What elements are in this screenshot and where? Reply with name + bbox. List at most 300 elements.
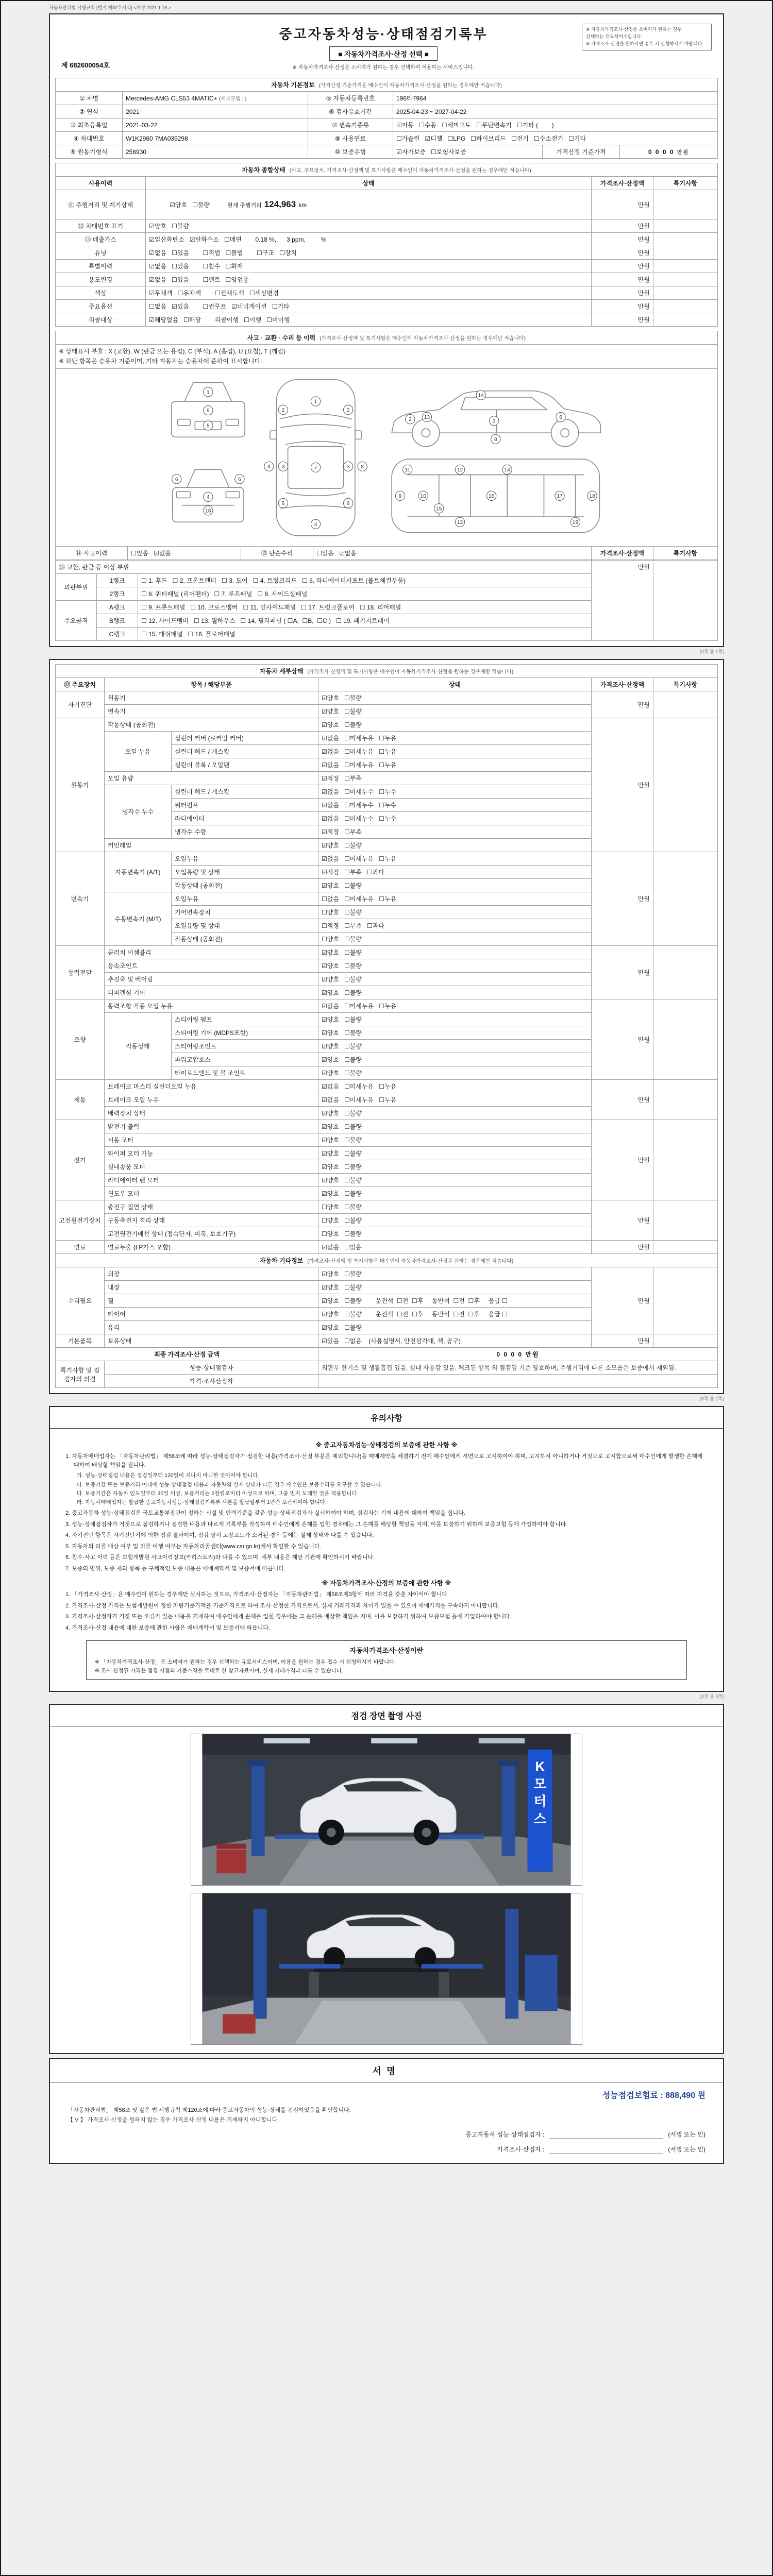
panel-number-text: 1 — [314, 399, 317, 405]
col-header-note: 특기사항 — [653, 678, 717, 691]
row-label-color: 색상 — [56, 286, 146, 300]
table-row — [56, 260, 718, 273]
panel-number-text: 10 — [420, 494, 426, 500]
service-note-line: 선택하는 유료서비스입니다. — [586, 33, 643, 39]
status-checkboxes[interactable]: ☑양호 ☐불량 — [146, 219, 592, 233]
panel-number-text: 9 — [398, 494, 402, 500]
status-checkboxes[interactable]: ☑해당없음 ☐해당 리콜이행 ☐이행 ☐미이행 — [146, 313, 592, 327]
detail-row — [56, 999, 718, 1013]
status-checkboxes[interactable]: ☑양호 ☐불량 — [318, 1013, 592, 1026]
panel-number-text: 2 — [346, 408, 350, 414]
panel-number-text: 6 — [238, 477, 241, 483]
status-checkboxes[interactable]: ☑양호 ☐불량 — [318, 1026, 592, 1040]
basic-info-table — [55, 78, 718, 159]
document-header — [55, 19, 718, 74]
status-checkboxes[interactable]: ☐양호 ☐불량 — [318, 906, 592, 919]
device-group-label: 전기 — [56, 1120, 105, 1200]
table-row — [56, 313, 718, 327]
status-checkboxes[interactable]: ☑양호 ☐불량 — [318, 1040, 592, 1053]
panel-number-text: 9 — [206, 408, 210, 414]
status-checkboxes[interactable]: ☐없음 ☑있음 ☐썬루프 ☑네비게이션 ☐기타 — [146, 300, 592, 313]
page-title: 중고자동차성능·상태점검기록부 — [279, 26, 488, 42]
notice-item: 2. 가격조사·산정 가격은 보험개발원이 정한 차량기준가액을 기준가격으로 하여 조사·산정한 가격으로서, 실제 거래가격과 차이가 있을 수 있으며 매매가격을 구속하지 아니합니다. — [65, 1602, 500, 1609]
panel-number-text: 14 — [504, 467, 510, 473]
panel-number-text: 6 — [281, 501, 285, 507]
detail-row — [56, 1120, 718, 1133]
item-label: 등속조인트 — [105, 959, 318, 973]
device-group-label: 원동기 — [56, 718, 105, 852]
engine-type-value: 256930 — [123, 145, 308, 159]
lift-arm — [279, 1964, 340, 1969]
photo-banner-text: K 모 터 스 — [533, 1759, 547, 1826]
status-checkboxes[interactable]: ☑양호 ☐불량 — [318, 1120, 592, 1133]
status-checkboxes[interactable]: ☑양호 ☐불량 — [318, 1053, 592, 1066]
detail-row — [56, 691, 718, 705]
note-cell — [653, 233, 717, 246]
price-cell: 만원 — [591, 246, 653, 260]
item-label: 스티어링 펌프 — [172, 1013, 318, 1026]
col-header-price: 가격조사·산정액 — [591, 678, 653, 691]
item-label: 파워고압호스 — [172, 1053, 318, 1066]
status-checkboxes[interactable]: ☑없음 ☐있음 ☐침수 ☐화재 — [146, 260, 592, 273]
wheel-hub — [327, 1828, 336, 1837]
panel-number-text: 6 — [346, 501, 350, 507]
rankA-checkboxes[interactable]: ☐ 9. 프론트패널 ☐ 10. 크로스멤버 ☐ 11. 인사이드패널 ☐ 17. 트렁크플로어 ☐ 18. 리어패널 — [138, 601, 592, 614]
status-checkboxes[interactable]: ☑양호 ☐불량 운전석 ☐전 ☐후 동반석 ☐전 ☐후 응급 ☐ — [318, 1294, 592, 1308]
status-checkboxes[interactable]: ☑양호 ☐불량 — [318, 1267, 592, 1281]
item-label: 원동기 — [105, 691, 318, 705]
item-label: 실린더 헤드 / 개스킷 — [172, 785, 318, 799]
device-sub-label: 작동상태 — [105, 1013, 172, 1080]
item-label: 실내송풍 모터 — [105, 1160, 318, 1174]
panel-number-text: 6 — [559, 415, 562, 421]
section-title-row — [56, 78, 718, 92]
rank1-checkboxes[interactable]: ☐ 1. 후드 ☐ 2. 프론트펜더 ☐ 3. 도어 ☐ 4. 트렁크리드 ☐ 5. 라디에이터서포트 (볼트체결부품) — [138, 574, 592, 587]
field-label-inspection-period: ⑥ 검사유효기간 — [308, 105, 393, 118]
device-group-label: 제동 — [56, 1080, 105, 1120]
row-label-vin-marking: ⑫ 차대번호 표기 — [56, 219, 146, 233]
device-group-label: 자기진단 — [56, 691, 105, 718]
device-group-label: 동력전달 — [56, 946, 105, 999]
status-checkboxes[interactable]: ☑적정 ☐부족 ☐과다 — [318, 866, 592, 879]
block-notices — [49, 1406, 724, 1691]
lift-post-right — [505, 1909, 518, 2019]
table-row — [56, 132, 718, 145]
ceiling-light — [264, 1738, 310, 1743]
status-checkboxes[interactable]: ☑양호 ☐불량 — [318, 1321, 592, 1334]
table-row — [56, 233, 718, 246]
lift-stand — [309, 1972, 319, 1998]
detail-row — [56, 718, 718, 732]
page-marker: (3쪽 중 1쪽) — [699, 649, 724, 655]
section-title-row — [56, 1254, 718, 1267]
item-label-exterior: 외장 — [105, 1267, 318, 1281]
notice-item: 6. 침수·사고 이력 등은 보험개발원 사고이력정보(카히스토리)와 다를 수 있으며, 세부 내용은 해당 기관에 확인하시기 바랍니다. — [65, 1554, 375, 1561]
plate-number-value: 196타7964 — [393, 92, 718, 105]
simple-repair-label: ⑮ 단순수리 — [241, 547, 313, 560]
status-checkboxes[interactable]: ☑없음 ☐있음 — [318, 1241, 592, 1254]
device-group-label: 조향 — [56, 999, 105, 1080]
notice-s1 — [65, 1452, 708, 1573]
status-checkboxes[interactable]: ☑양호 ☐불량 — [318, 973, 592, 986]
row-label-recall: 리콜대상 — [56, 313, 146, 327]
inspector-opinion-text: 외판부 잔기스 및 생활흠집 있음. 실내 사용감 있음. 체크된 항목 외 점검일 기준 양호하며, 주행거리에 따른 소모품은 보증에서 제외됨. — [318, 1361, 718, 1375]
service-note-line: ※ 가격조사·산정을 원하시면 접수 시 신청하시기 바랍니다. — [586, 41, 704, 46]
photo1-floor-light — [279, 1840, 499, 1885]
model-year-value: 2021 — [123, 105, 308, 118]
rankB-label: B랭크 — [97, 614, 138, 628]
inspection-period-value: 2025-04-23 ~ 2027-04-22 — [393, 105, 718, 118]
row-label-tuning: 튜닝 — [56, 246, 146, 260]
legend-row — [56, 345, 718, 369]
status-checkboxes[interactable]: ☑없음 ☐미세누유 ☐누유 — [318, 732, 592, 745]
status-checkboxes[interactable]: ☑양호 ☐불량 — [318, 959, 592, 973]
panel-number-text: 4 — [206, 495, 210, 501]
note-cell — [653, 300, 717, 313]
item-label: 타이로드엔드 및 볼 조인트 — [172, 1066, 318, 1080]
col-header-price: 가격조사·산정액 — [591, 177, 653, 190]
diagram-shape — [226, 492, 239, 498]
status-checkboxes[interactable]: ☑양호 ☐불량 — [318, 1133, 592, 1147]
item-label: 충전구 절연 상태 — [105, 1200, 318, 1214]
status-checkboxes[interactable]: ☑양호 ☐불량 — [318, 1281, 592, 1294]
status-checkboxes[interactable]: ☑양호 ☐불량 — [318, 691, 592, 705]
item-label: 시동 모터 — [105, 1133, 318, 1147]
final-price-label: 최종 가격조사·산정 금액 — [56, 1348, 318, 1361]
price-cell: 만원 — [591, 1267, 653, 1334]
status-checkboxes[interactable]: ☑양호 ☐불량 — [318, 1187, 592, 1200]
rankC-checkboxes[interactable]: ☐ 15. 대쉬패널 ☐ 16. 플로어패널 — [138, 628, 592, 641]
status-checkboxes[interactable]: ☑양호 ☐불량 — [318, 839, 592, 852]
inspector-signature-row — [68, 2130, 705, 2139]
notice-subitem: 라. 자동차매매업자는 발급한 중고자동차성능·상태점검기록부 사본을 발급일부터 1년간 보관하여야 합니다. — [77, 1499, 327, 1506]
status-checkboxes[interactable]: ☑없음 ☐미세누유 ☐누유 — [318, 745, 592, 758]
device-group-label: 연료 — [56, 1241, 105, 1254]
status-checkboxes[interactable]: ☐적정 ☐부족 ☐과다 — [318, 919, 592, 933]
notice-subitem: 다. 보증기간은 자동차 인도일부터 30일 이상, 보증거리는 2천킬로미터 이상으로 하며, 그중 먼저 도래한 것을 적용합니다. — [77, 1490, 359, 1497]
table-row — [56, 246, 718, 260]
status-checkboxes[interactable]: ☑없음 ☐미세누유 ☐누유 — [318, 1080, 592, 1093]
section-title-row — [56, 331, 718, 345]
status-checkboxes[interactable]: ☑양호 ☐불량 — [318, 1107, 592, 1120]
status-checkboxes[interactable]: ☑일산화탄소 ☑탄화수소 ☐매연 0.18 %, 3 ppm, % — [146, 233, 592, 246]
diagram-shape — [551, 419, 579, 447]
note-cell — [653, 1080, 717, 1120]
page-marker: (3쪽 중 2쪽) — [699, 1396, 724, 1402]
item-label: 커먼레일 — [105, 839, 318, 852]
status-checkboxes[interactable]: ☐양호 ☐불량 — [318, 933, 592, 946]
status-checkboxes[interactable]: ☑없음 ☐미세누유 ☐누유 — [318, 852, 592, 866]
note-cell — [653, 1200, 717, 1241]
panel-number-text: 7 — [314, 465, 317, 471]
detail-row — [56, 946, 718, 959]
item-label: 브레이크 마스터 실린더오일 누유 — [105, 1080, 318, 1093]
field-label-year: ② 연식 — [56, 105, 123, 118]
detail-tbody — [56, 691, 718, 1254]
table-row — [56, 286, 718, 300]
subtitle-note: ※ 자동차가격조사·산정은 소비자가 원하는 경우 선택하여 이용하는 서비스입니다. — [292, 65, 475, 71]
item-label: 와이퍼 모터 기능 — [105, 1147, 318, 1160]
panel-rank-table — [55, 560, 718, 641]
panel-number-text: 6 — [175, 477, 178, 483]
diagram-shape — [412, 419, 440, 447]
service-note-line: ※ 자동차가격조사·산정은 소비자가 원하는 경우 — [586, 27, 682, 32]
appraisal-info-title: 자동차가격조사·산정이란 — [349, 1647, 424, 1655]
status-checkboxes[interactable]: ☑없음 ☐있음 ☐적법 ☐불법 ☐구조 ☐장치 — [146, 246, 592, 260]
table-row — [56, 273, 718, 286]
section-title-misc: 자동차 기타정보 (가격조사·산정액 및 특기사항은 매수인이 자동차가격조사·산정을 원하는 경우에만 적습니다) — [56, 1254, 718, 1267]
lift-post-cap — [247, 1760, 269, 1766]
item-label: 동력조향 작동 오일 누유 — [105, 999, 318, 1013]
notice-subitem: 나. 보증기간 또는 보증거리 이내에 성능·상태점검 내용과 자동차의 실제 상태가 다른 경우 매수인은 보증수리를 요구할 수 있습니다. — [77, 1481, 383, 1488]
document-number: 제 682600054호 — [61, 61, 110, 69]
item-label: 작동상태 (공회전) — [172, 879, 318, 892]
block-basic — [49, 13, 724, 647]
note-cell — [653, 999, 717, 1080]
rankA-label: A랭크 — [97, 601, 138, 614]
misc-tbody — [56, 1254, 718, 1388]
car-underside — [314, 1968, 448, 1972]
item-label: 브레이크 오일 누유 — [105, 1093, 318, 1107]
first-registration-value: 2021-03-22 — [123, 118, 308, 132]
notices-title: 유의사항 — [50, 1407, 723, 1429]
status-checkboxes[interactable]: ☐양호 ☐불량 — [318, 1214, 592, 1227]
basic-items-state-label: 보유상태 — [105, 1334, 318, 1348]
block-photos — [49, 1704, 724, 2054]
status-checkboxes[interactable]: ☑양호 ☐불량 — [318, 986, 592, 999]
basic-items-checkboxes[interactable]: ☑있음 ☐없음 (사용설명서, 안전삼각대, 잭, 공구) — [318, 1334, 592, 1348]
status-checkboxes[interactable]: ☑없음 ☐미세누수 ☐누수 — [318, 785, 592, 799]
final-price-value: 0 0 0 0 만원 — [318, 1348, 718, 1361]
notice-item: 1. 「가격조사·산정」은 매수인이 원하는 경우에만 실시하는 것으로, 가격조사·산정자는 「자동차관리법」 제58조제3항에 따라 자격을 갖춘 자이어야 합니다. — [65, 1591, 449, 1598]
ceiling-light — [479, 1738, 525, 1743]
base-price-label: 가격산정 기준가격 — [543, 145, 620, 159]
diagram-shape — [286, 493, 346, 496]
status-checkboxes[interactable]: ☑양호 ☐불량 — [318, 946, 592, 959]
rank2-label: 2랭크 — [97, 587, 138, 601]
base-price-value: 0 0 0 0 만원 — [620, 145, 718, 159]
status-checkboxes[interactable]: ☑없음 ☐미세누유 ☐누유 — [318, 1093, 592, 1107]
field-label-engine-type: ⑨ 원동기형식 — [56, 145, 123, 159]
note-cell — [653, 1241, 717, 1254]
overall-condition-table — [55, 163, 718, 327]
notice-item: 4. 가격조사·산정 내용에 대한 보증에 관한 사항은 매매계약서 및 보증서에 따릅니다. — [65, 1624, 271, 1631]
field-label-warranty-type: ⑩ 보증유형 — [308, 145, 393, 159]
car-diagram-svg — [119, 371, 654, 544]
note-cell — [653, 219, 717, 233]
note-cell — [653, 1334, 717, 1348]
item-label-wheel: 휠 — [105, 1294, 318, 1308]
price-cell: 만원 — [591, 852, 653, 946]
item-label: 실린더 블록 / 오일팬 — [172, 758, 318, 772]
row-label-usage-change: 용도변경 — [56, 273, 146, 286]
item-label: 워터펌프 — [172, 799, 318, 812]
lift-stand — [439, 1972, 449, 1998]
table-row — [56, 1334, 718, 1348]
header-row — [56, 177, 718, 190]
status-checkboxes[interactable]: ☑양호 ☐불량 — [318, 879, 592, 892]
diagram-shape — [226, 419, 238, 426]
appraisal-info-line: ※ 조사·산정된 가격은 점검 시점의 기준가격을 토대로 한 참고자료이며, 실제 거래가격과 다를 수 있습니다. — [95, 1667, 344, 1674]
item-label: 연료누출 (LP가스 포함) — [105, 1241, 318, 1254]
item-label: 오일누유 — [172, 892, 318, 906]
appraiser-opinion-text — [318, 1375, 718, 1388]
section-title-row — [56, 665, 718, 678]
rank1-label: 1랭크 — [97, 574, 138, 587]
status-checkboxes[interactable]: ☑없음 ☐미세누유 ☐누유 — [318, 758, 592, 772]
diagram-shape — [286, 442, 346, 445]
note-cell — [653, 946, 717, 999]
price-cell: 만원 — [591, 1241, 653, 1254]
item-label: 발전기 출력 — [105, 1120, 318, 1133]
status-checkboxes[interactable]: ☑없음 ☐있음 ☐렌트 ☐영업용 — [146, 273, 592, 286]
item-label: 실린더 커버 (로커암 커버) — [172, 732, 318, 745]
price-cell: 만원 — [591, 313, 653, 327]
simple-repair-checkboxes[interactable]: ☐있음 ☑없음 — [313, 547, 592, 560]
price-cell: 만원 — [591, 1120, 653, 1200]
inspector-signature-field[interactable] — [549, 2131, 663, 2139]
notice-item: 1. 자동차매매업자는 「자동차관리법」 제58조에 따라 성능·상태점검자가 점검한 내용(가격조사·산정 부분은 제외합니다)을 매매계약을 체결하기 전에 매수인에게 서면으로 고지하여야 하며, 고지하지 아니하거나 거짓으로 고지함으로써 매수인에게 발생한 손해에 대하여 배상할 책임을 집니다. — [65, 1453, 703, 1468]
status-checkboxes[interactable]: ☐양호 ☐불량 — [318, 1200, 592, 1214]
table-row — [56, 561, 718, 574]
fuel-checkboxes[interactable]: ☐가솔린 ☑디젤 ☐LPG ☐하이브리드 ☐전기 ☐수소전기 ☐기타 — [393, 132, 718, 145]
price-cell: 만원 — [591, 190, 653, 219]
notice-subitem: 가. 성능·상태점검 내용은 점검일부터 120일이 지나지 아니한 것이어야 합니다. — [77, 1472, 260, 1479]
item-label: 배력장치 상태 — [105, 1107, 318, 1120]
status-checkboxes[interactable]: ☑양호 ☐불량 — [318, 1160, 592, 1174]
transmission-checkboxes[interactable]: ☑자동 ☐수동 ☐세미오토 ☐무단변속기 ☐기타 ( ) — [393, 118, 718, 132]
legal-statement-line: 【 V 】 가격조사·산정을 원하지 않는 경우 가격조사·산정 내용은 기재하지 아니합니다. — [68, 2116, 279, 2123]
panel-number-text: 13 — [457, 520, 463, 526]
warranty-type-checkboxes[interactable]: ☑자가보증 ☐보험사보증 — [393, 145, 543, 159]
mileage-state-cell[interactable]: ☑양호 ☐불량 현재 주행거리 124,963 km — [146, 190, 592, 219]
price-cell: 만원 — [591, 273, 653, 286]
item-label: 오일 유량 — [105, 772, 318, 785]
device-sub-label: 오일 누유 — [105, 732, 172, 772]
exchange-damage-label: ⑯ 교환, 판금 등 이상 부위 — [56, 561, 592, 574]
rankB-checkboxes[interactable]: ☐ 12. 사이드멤버 ☐ 13. 휠하우스 ☐ 14. 필러패널 ( ☐A, ☐B, ☐C ) ☐ 19. 패키지트레이 — [138, 614, 592, 628]
item-label: 라디에이터 팬 모터 — [105, 1174, 318, 1187]
status-checkboxes[interactable]: ☑양호 ☐불량 운전석 ☐전 ☐후 동반석 ☐전 ☐후 응급 ☐ — [318, 1308, 592, 1321]
item-label: 구동축전지 격리 상태 — [105, 1214, 318, 1227]
note-cell — [653, 691, 717, 718]
col-header-note: 특기사항 — [653, 177, 717, 190]
panel-number-text: 2 — [408, 417, 412, 423]
appraiser-signature-row — [68, 2145, 705, 2154]
field-label-plate: ⑤ 자동차등록번호 — [308, 92, 393, 105]
row-label-mileage: ⑪ 주행거리 및 계기상태 — [56, 190, 146, 219]
item-label: 오일유량 및 상태 — [172, 919, 318, 933]
price-cell: 만원 — [591, 999, 653, 1080]
photo2-floor-light — [294, 2001, 489, 2044]
item-label: 스티어링 기어 (MDPS포함) — [172, 1026, 318, 1040]
lift-post-cap — [498, 1760, 519, 1766]
status-checkboxes[interactable]: ☑없음 ☐미세누수 ☐누수 — [318, 799, 592, 812]
note-cell — [653, 190, 717, 219]
status-checkboxes[interactable]: ☑양호 ☐불량 — [318, 705, 592, 718]
item-label: 디퍼렌셜 기어 — [105, 986, 318, 999]
col-header-state: 상태 — [318, 678, 592, 691]
block-signature — [49, 2058, 724, 2164]
status-checkboxes[interactable]: ☑양호 ☐불량 — [318, 1147, 592, 1160]
status-checkboxes[interactable]: ☑적정 ☐부족 — [318, 772, 592, 785]
item-label-tire: 타이어 — [105, 1308, 318, 1321]
device-group-label: 변속기 — [56, 852, 105, 946]
status-checkboxes[interactable]: ☑없음 ☐미세누수 ☐누수 — [318, 812, 592, 825]
panel-number-text: 3 — [346, 464, 350, 470]
item-label: 라디에이터 — [172, 812, 318, 825]
item-label: 스티어링조인트 — [172, 1040, 318, 1053]
table-row — [56, 300, 718, 313]
state-code-legend: ※ 상태표시 부호 : X (교환), W (판금 또는 용접), C (부식), A (흠집), U (요철), T (깨짐) ※ 하단 항목은 승용차 기준이며, 기타 자동차는 승용차에 준하여 표시합니다. — [56, 345, 718, 369]
photo-list — [50, 1726, 723, 2053]
note-cell — [653, 561, 718, 641]
row-label-emissions: ⑬ 배출가스 — [56, 233, 146, 246]
field-label-vin: ④ 차대번호 — [56, 132, 123, 145]
status-checkboxes[interactable]: ☑양호 ☐불량 — [318, 1066, 592, 1080]
opinion-group-label: 특기사항 및 점검자의 의견 — [56, 1361, 105, 1388]
note-cell — [653, 1120, 717, 1200]
ceiling-light — [371, 1738, 417, 1743]
diagram-shape — [280, 425, 350, 428]
panel-number-text: 3 — [492, 418, 496, 425]
price-cell: 만원 — [591, 1200, 653, 1241]
item-label: 고전원전기배선 상태 (접속단자, 피복, 보호기구) — [105, 1227, 318, 1241]
item-label: 냉각수 수량 — [172, 825, 318, 839]
device-sub-label: 냉각수 누수 — [105, 785, 172, 839]
note-cell — [653, 246, 717, 260]
status-checkboxes[interactable]: ☑양호 ☐불량 — [318, 1174, 592, 1187]
status-checkboxes[interactable]: ☑없음 ☐미세누유 ☐누유 — [318, 999, 592, 1013]
panel-number-text: 8 — [494, 437, 497, 443]
price-appraisal-option-box[interactable]: ■ 자동차가격조사·산정 선택 ■ — [329, 46, 438, 61]
notices-body — [50, 1429, 723, 1690]
price-cell: 만원 — [591, 946, 653, 999]
wheel-hub — [422, 1828, 431, 1837]
note-cell — [653, 718, 717, 852]
status-checkboxes[interactable]: ☑무채색 ☐유채색 ☐전체도색 ☐색상변경 — [146, 286, 592, 300]
print-header: 자동차관리법 시행규칙 [별지 제82호서식] <개정 2021.1.16.> — [49, 5, 172, 10]
col-header-use: 사용이력 — [56, 177, 146, 190]
main-frame-group-label: 주요골격 — [56, 601, 97, 641]
panel-number-text: 1 — [206, 389, 210, 396]
diagram-shape — [461, 397, 547, 410]
panel-number-text: 17 — [557, 494, 563, 500]
table-row — [56, 1267, 718, 1281]
section-title-accident: 사고 · 교환 · 수리 등 이력 (가격조사·산정액 및 특기사항은 매수인이 자동차가격조사·산정을 원하는 경우에만 적습니다) — [56, 331, 718, 345]
accident-history-checkboxes[interactable]: ☐있음 ☑없음 — [128, 547, 241, 560]
note-cell — [653, 273, 717, 286]
detail-row — [56, 1200, 718, 1214]
rank2-checkboxes[interactable]: ☐ 6. 쿼터패널 (리어펜더) ☐ 7. 루프패널 ☐ 8. 사이드실패널 — [138, 587, 592, 601]
notice-item: 4. 자기진단 항목은 자기진단기에 의한 점검 결과이며, 점검 당시 고장코드가 소거된 경우 등에는 실제 상태와 다를 수 있습니다. — [65, 1532, 374, 1539]
status-checkboxes[interactable]: ☑적정 ☐부족 — [318, 825, 592, 839]
diagram-row — [56, 369, 718, 547]
appraisal-info-line: ※ 「자동차가격조사·산정」은 소비자가 원하는 경우 선택하는 유료서비스이며, 이용을 원하는 경우 접수 시 신청하시기 바랍니다. — [95, 1659, 396, 1666]
detail-condition-table — [55, 664, 718, 1388]
detail-row — [56, 852, 718, 866]
item-label: 오일유량 및 상태 — [172, 866, 318, 879]
status-checkboxes[interactable]: ☐양호 ☐불량 — [318, 1227, 592, 1241]
item-label: 클러치 어셈블리 — [105, 946, 318, 959]
appraiser-signature-field[interactable] — [549, 2146, 663, 2154]
note-cell — [653, 313, 717, 327]
status-checkboxes[interactable]: ☑양호 ☐불량 — [318, 718, 592, 732]
diagram-shape — [355, 431, 361, 439]
status-checkboxes[interactable]: ☐없음 ☐미세누유 ☐누유 — [318, 892, 592, 906]
panel-number-text: 18 — [205, 508, 211, 514]
lift-post-left — [254, 1909, 267, 2019]
